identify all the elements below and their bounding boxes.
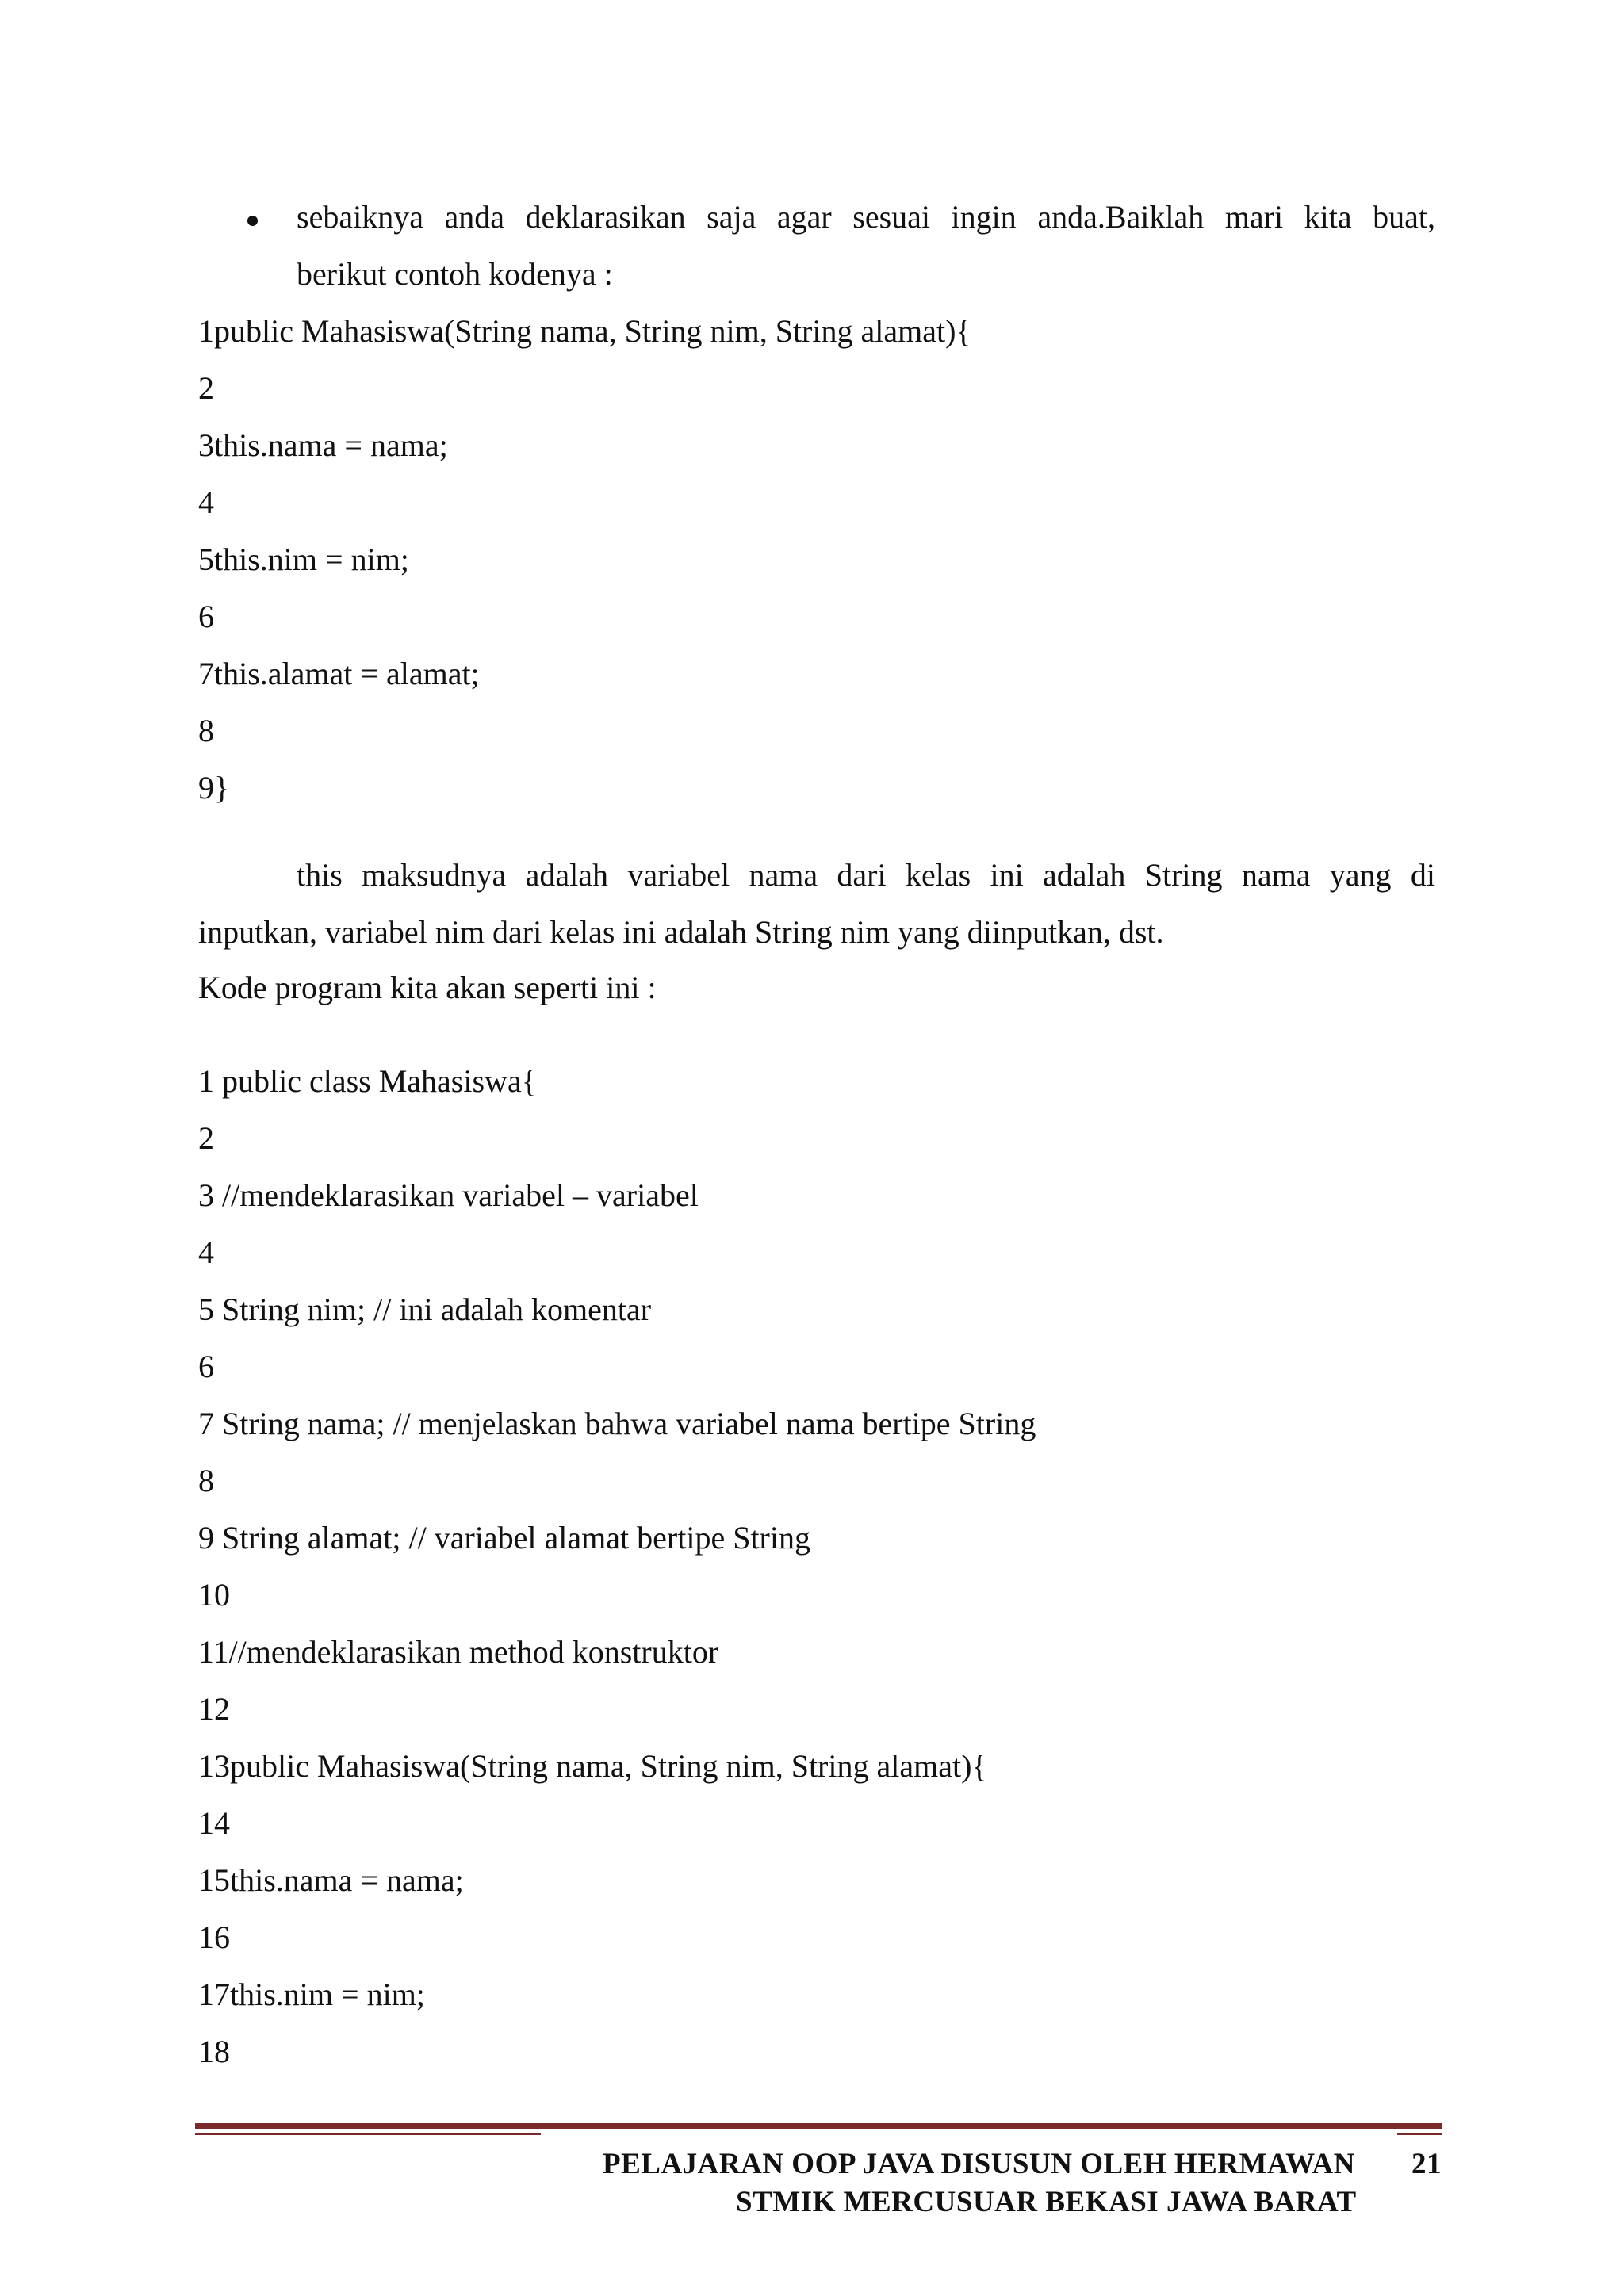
- code1-line: 6: [198, 599, 214, 634]
- bullet-icon: [247, 216, 258, 226]
- code1-line: 5this.nim = nim;: [198, 541, 409, 577]
- code2-line: 8: [198, 1463, 214, 1498]
- code2-line: 12: [198, 1691, 230, 1727]
- paragraph-line-3: Kode program kita akan seperti ini :: [198, 970, 657, 1005]
- code2-line: 18: [198, 2034, 230, 2069]
- paragraph-line-1: this maksudnya adalah variabel nama dari kelas ini adalah String nama yang di: [297, 857, 1435, 893]
- code1-line: 4: [198, 484, 214, 520]
- code2-line: 16: [198, 1919, 230, 1955]
- code2-line: 6: [198, 1349, 214, 1384]
- code1-line: 2: [198, 370, 214, 406]
- code2-line: 9 String alamat; // variabel alamat bertipe String: [198, 1520, 810, 1556]
- page-number: 21: [1411, 2148, 1442, 2180]
- code2-line: 5 String nim; // ini adalah komentar: [198, 1292, 652, 1327]
- paragraph-line-2: inputkan, variabel nim dari kelas ini adalah String nim yang diinputkan, dst.: [198, 914, 1164, 950]
- code2-line: 3 //mendeklarasikan variabel – variabel: [198, 1177, 699, 1213]
- footer-rule-thin-left: [195, 2133, 541, 2135]
- code1-line: 8: [198, 713, 214, 748]
- footer-rule-thin-right: [1397, 2133, 1442, 2135]
- code2-line: 11//mendeklarasikan method konstruktor: [198, 1634, 719, 1670]
- code1-line: 1public Mahasiswa(String nama, String nim, String alamat){: [198, 313, 971, 349]
- code2-line: 7 String nama; // menjelaskan bahwa variabel nama bertipe String: [198, 1406, 1036, 1441]
- footer-title: PELAJARAN OOP JAVA DISUSUN OLEH HERMAWAN: [603, 2148, 1355, 2180]
- code2-line: 15this.nama = nama;: [198, 1862, 464, 1898]
- code1-line: 7this.alamat = alamat;: [198, 656, 480, 691]
- footer-rule-thick: [195, 2123, 1442, 2129]
- code2-line: 10: [198, 1577, 230, 1613]
- code2-line: 13public Mahasiswa(String nama, String nim, String alamat){: [198, 1748, 987, 1784]
- code2-line: 14: [198, 1805, 230, 1841]
- code2-line: 4: [198, 1234, 214, 1270]
- code2-line: 2: [198, 1120, 214, 1156]
- code2-line: 17this.nim = nim;: [198, 1976, 425, 2012]
- bullet-text-line-2: berikut contoh kodenya :: [297, 256, 613, 292]
- bullet-text-line-1: sebaiknya anda deklarasikan saja agar sesuai ingin anda.Baiklah mari kita buat,: [297, 199, 1435, 235]
- code1-line: 3this.nama = nama;: [198, 427, 448, 463]
- code1-line: 9}: [198, 770, 230, 806]
- code2-line: 1 public class Mahasiswa{: [198, 1063, 537, 1099]
- footer-subtitle: STMIK MERCUSUAR BEKASI JAWA BARAT: [736, 2186, 1357, 2218]
